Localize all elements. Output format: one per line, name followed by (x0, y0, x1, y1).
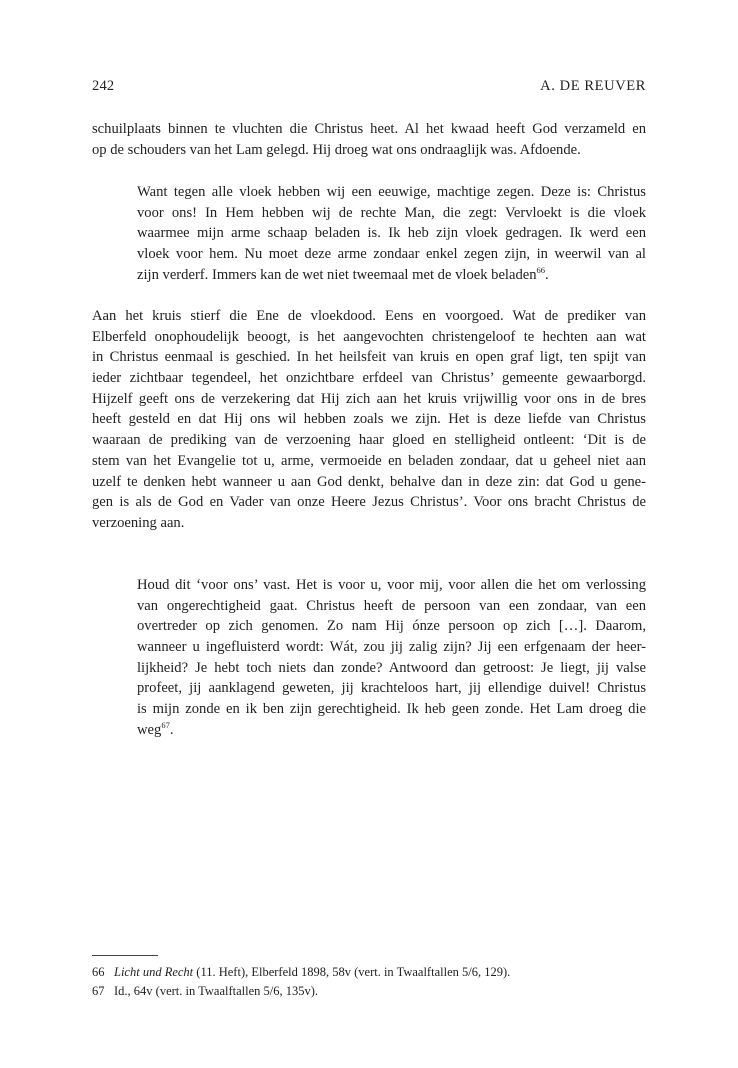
running-title: A. DE REUVER (540, 78, 646, 94)
block-quote-2 (137, 575, 646, 741)
text-line: verzoening aan. (92, 514, 185, 531)
text-line: overtreder op zich genomen. Zo nam Hij ónze persoon op zich […]. Daarom, (137, 618, 646, 635)
page-number: 242 (92, 78, 115, 94)
footnote-number: 66 (92, 965, 105, 979)
text-line: waarmee mijn arme schaap beladen is. Ik heb zijn vloek gedragen. Ik werd een (137, 225, 646, 242)
text-line: heeft gesteld en dat Hij ons wil hebben zoals we zijn. Het is deze liefde van Christus (92, 411, 646, 428)
footnote-title: Licht und Recht (114, 965, 194, 979)
text-line: voor ons! In Hem hebben wij de rechte Man, die zegt: Vervloekt is die vloek (137, 204, 646, 221)
footnote-reference[interactable]: 67 (161, 719, 170, 730)
paragraph-2 (92, 306, 646, 534)
footnote-divider (92, 955, 158, 956)
text-line: profeet, jij aanklagend geweten, jij krachteloos hart, jij ellendige duivel! Christus (137, 680, 646, 697)
text-line: Houd dit ‘voor ons’ vast. Het is voor u, voor mij, voor allen die het om verlossing (137, 577, 646, 593)
footnotes (92, 963, 646, 1001)
block-quote-1 (137, 182, 646, 285)
text-line: lijkheid? Je hebt toch niets dan zonde? Antwoord dan getroost: Je liegt, jij valse (137, 659, 646, 676)
text-line: Want tegen alle vloek hebben wij een eeuwige, machtige zegen. Deze is: Christus (137, 184, 646, 200)
text-line (137, 720, 646, 741)
text-line: waaraan de prediking van de verzoening haar gloed en stelligheid ontleent: ‘Dit is de (92, 432, 646, 449)
footnote-number: 67 (92, 984, 105, 998)
text-line: is mijn zonde en ik ben zijn gerechtigheid. Ik heb geen zonde. Het Lam droeg die (137, 701, 646, 718)
text-line: ieder zichtbaar tegendeel, het onzichtbare erfdeel van Christus’ gemeente gewaarborgd. (92, 370, 646, 387)
text-line: Aan het kruis stierf die Ene de vloekdood. Eens en voorgoed. Wat de prediker van (92, 308, 646, 324)
text-line: schuilplaats binnen te vluchten die Christus heet. Al het kwaad heeft God verzameld en (92, 121, 646, 137)
footnote-text: (11. Heft), Elberfeld 1898, 58v (vert. in Twaalftallen 5/6, 129). (193, 965, 511, 979)
text-line: op de schouders van het Lam gelegd. Hij droeg wat ons ondraaglijk was. Afdoende. (92, 141, 581, 158)
text-line: vloek voor hem. Nu moet deze arme zondaar enkel zegen zijn, in weerwil van al (137, 246, 646, 263)
text-line: van ongerechtigheid gaat. Christus heeft de persoon van een zondaar, van een (137, 597, 646, 614)
text-line: gen is als de God en Vader van onze Heere Jezus Christus’. Voor ons bracht Christus de (92, 494, 646, 511)
text-line (137, 265, 646, 286)
text-line: stem van het Evangelie tot u, arme, vermoeide en beladen zondaar, dat u geheel niet aan (92, 452, 646, 469)
paragraph-1 (92, 119, 646, 160)
sentence-end: . (545, 266, 549, 283)
footnote-66 (92, 963, 646, 982)
text-line-content: weg (137, 721, 162, 738)
sentence-end: . (169, 721, 174, 738)
text-line: uzelf te denken hebt wanneer u aan God denkt, behalve dan in deze zin: dat God u gene- (92, 473, 646, 490)
text-line: in Christus eenmaal is geschied. In het heilsfeit van kruis en open graf ligt, ten spijt van (92, 349, 646, 366)
running-head (92, 78, 646, 100)
text-line-content: zijn verderf. Immers kan de wet niet tweemaal met de vloek beladen (137, 266, 537, 283)
text-line: Elberfeld onophoudelijk beoogt, is het aangevochten christengeloof te hechten aan wat (92, 328, 646, 345)
text-line: Hijzelf geeft ons de verzekering dat Hij zich aan het kruis vrijwillig voor ons in de bres (92, 390, 646, 407)
text-line: wanneer u ingefluisterd wordt: Wát, zou jij zalig zijn? Jij een erfgenaam der heer- (137, 639, 646, 656)
footnote-67 (92, 982, 646, 1001)
footnote-text: Id., 64v (vert. in Twaalftallen 5/6, 135v). (114, 984, 319, 998)
footnote-reference[interactable]: 66 (536, 264, 546, 275)
